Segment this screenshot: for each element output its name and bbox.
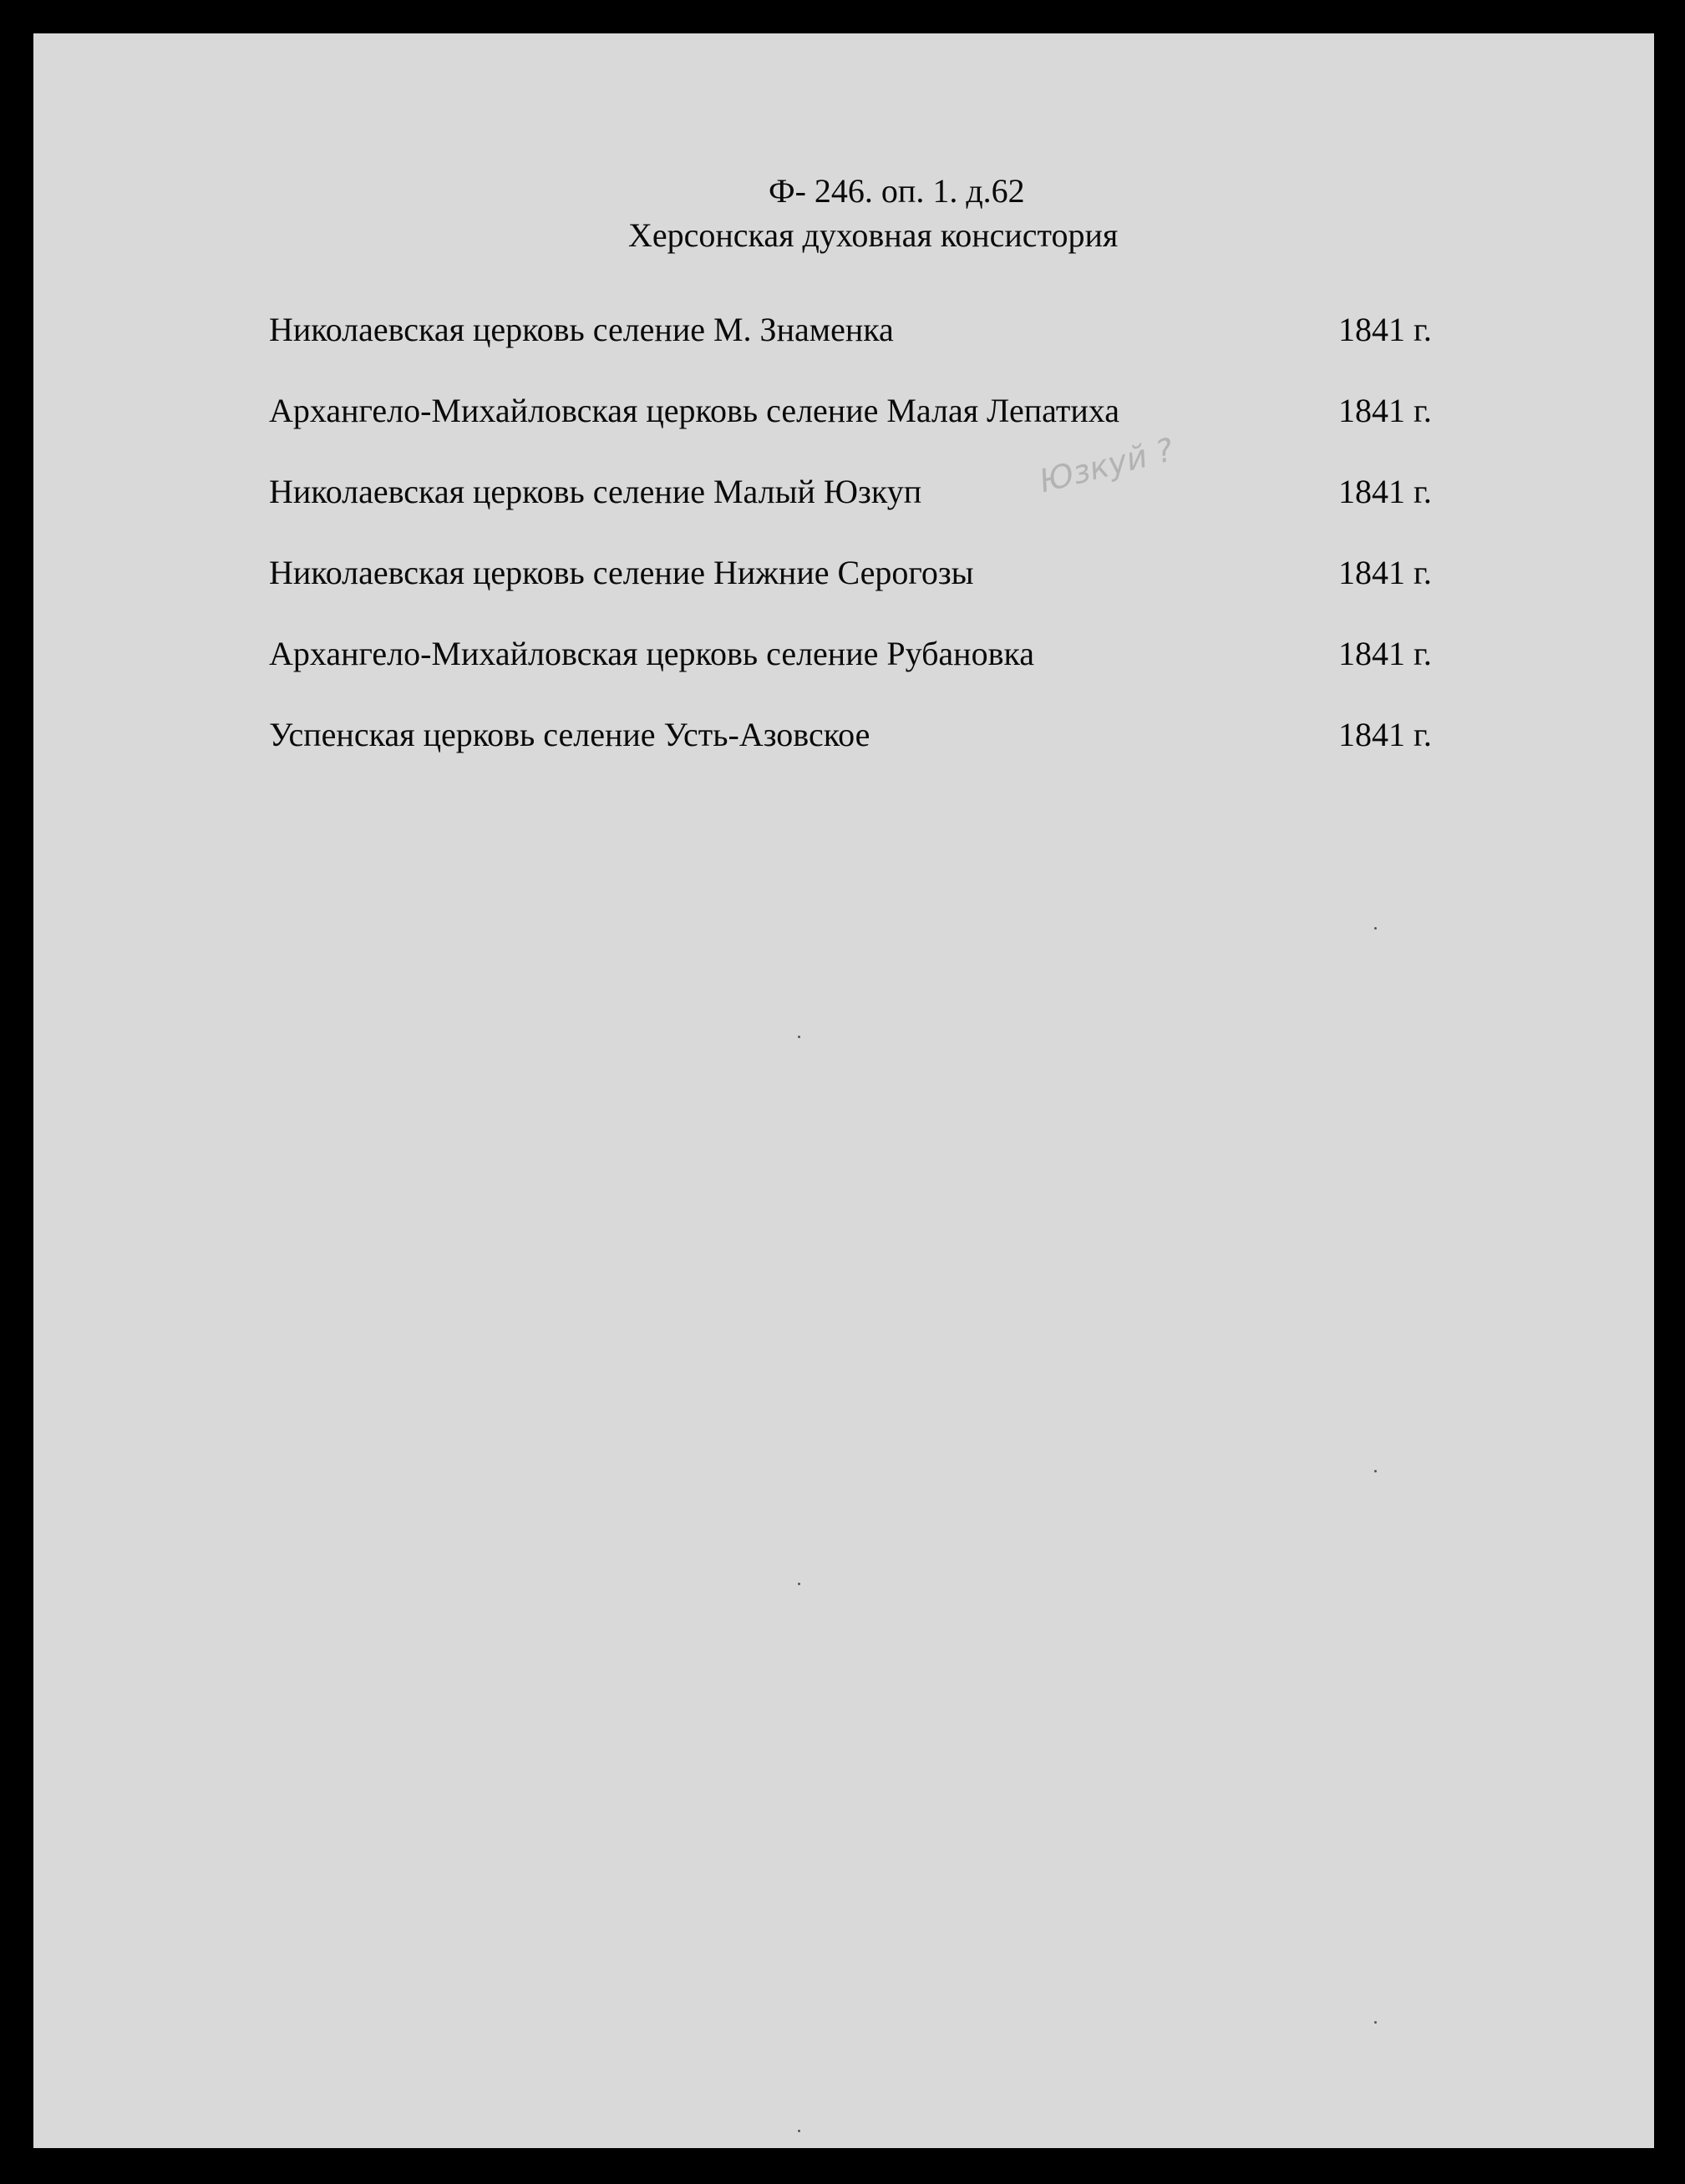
scan-speck bbox=[798, 1036, 800, 1038]
entry-year: 1841 г. bbox=[1338, 716, 1432, 753]
document-page bbox=[33, 33, 1654, 2148]
entry-year: 1841 г. bbox=[1338, 554, 1432, 591]
list-item bbox=[269, 552, 1455, 594]
entry-name: Архангело-Михайловская церковь селение Рубановка bbox=[269, 635, 1035, 672]
entry-name: Архангело-Михайловская церковь селение Малая Лепатиха bbox=[269, 392, 1119, 429]
list-item bbox=[269, 390, 1455, 432]
list-item bbox=[269, 633, 1455, 675]
entry-name: Николаевская церковь селение Нижние Серогозы bbox=[269, 554, 974, 591]
list-item bbox=[269, 471, 1455, 513]
scan-speck bbox=[798, 2130, 800, 2132]
entry-year: 1841 г. bbox=[1338, 635, 1432, 672]
entry-name: Николаевская церковь селение М. Знаменка bbox=[269, 311, 894, 348]
handwritten-note: Юзкуй ? bbox=[1035, 431, 1178, 500]
organization-title: Херсонская духовная консистория bbox=[628, 216, 1119, 254]
list-item bbox=[269, 309, 1455, 351]
entry-year: 1841 г. bbox=[1338, 473, 1432, 510]
scan-speck bbox=[1374, 927, 1377, 930]
scan-speck bbox=[1374, 2021, 1377, 2024]
entry-year: 1841 г. bbox=[1338, 311, 1432, 348]
list-item bbox=[269, 714, 1455, 756]
entry-name: Николаевская церковь селение Малый Юзкуп bbox=[269, 473, 922, 510]
entry-name: Успенская церковь селение Усть-Азовское bbox=[269, 716, 870, 753]
scan-speck bbox=[1374, 1470, 1377, 1472]
scan-speck bbox=[798, 1583, 800, 1585]
archive-reference: Ф- 246. оп. 1. д.62 bbox=[769, 172, 1025, 210]
entry-year: 1841 г. bbox=[1338, 392, 1432, 429]
